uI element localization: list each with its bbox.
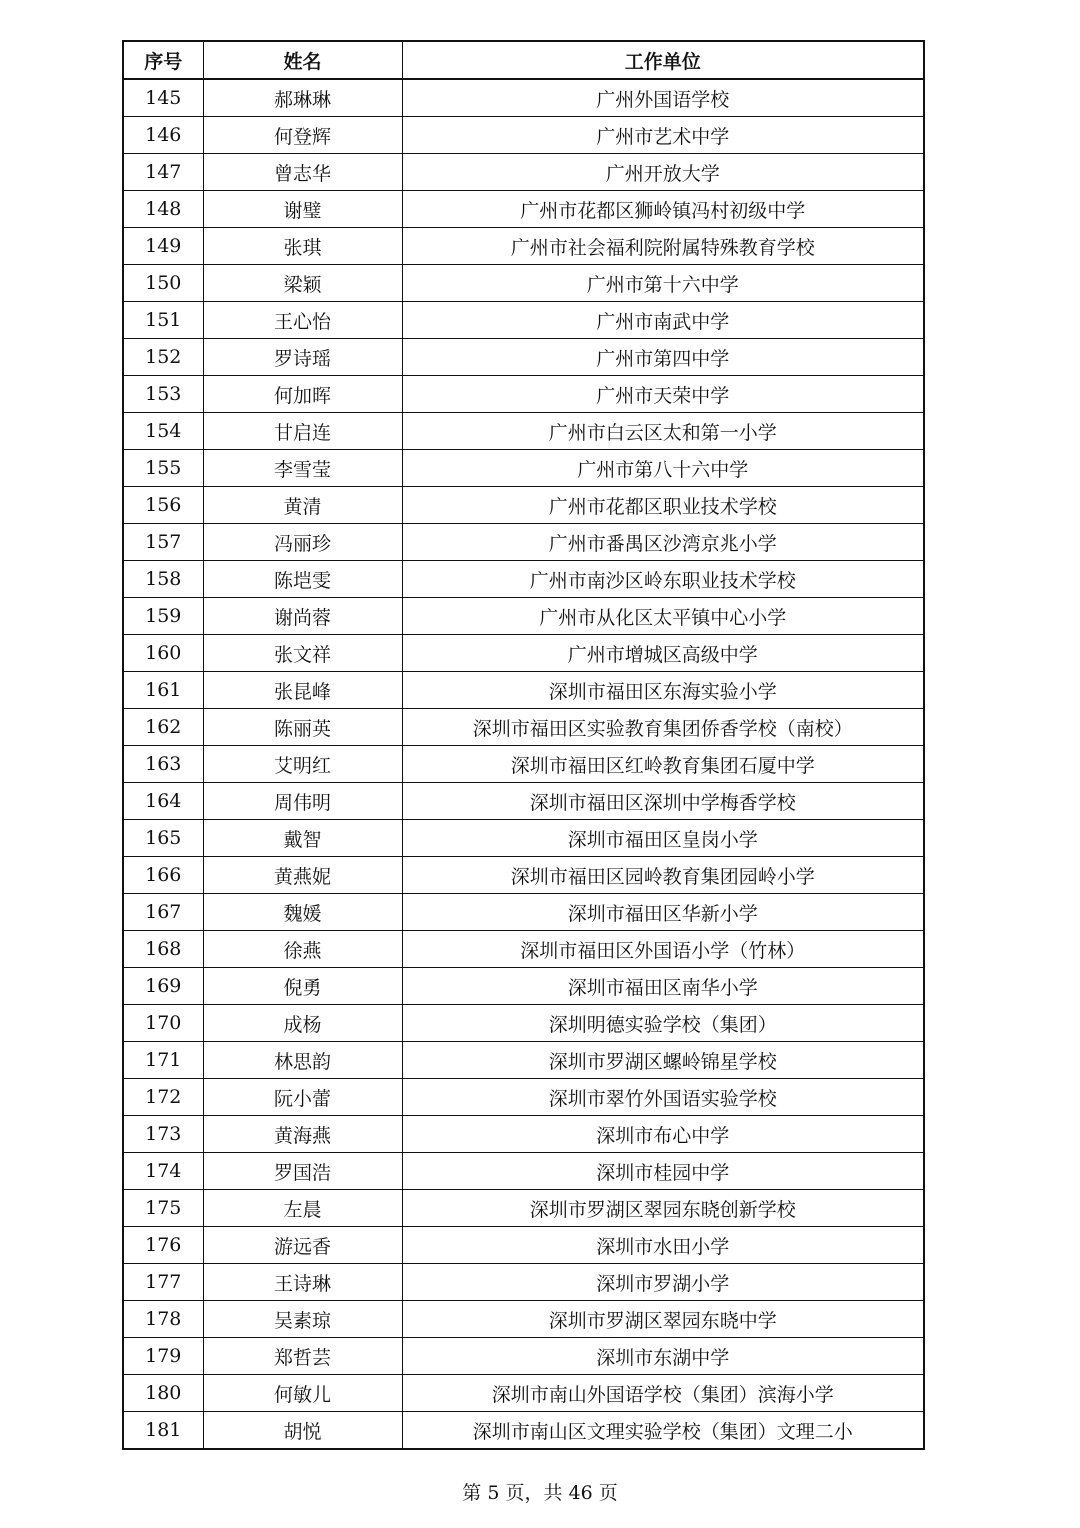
table-row: [123, 635, 924, 672]
cell-serial-number: 157: [123, 524, 203, 561]
cell-work-unit: 广州开放大学: [402, 154, 924, 191]
cell-work-unit: 深圳市福田区深圳中学梅香学校: [402, 783, 924, 820]
cell-serial-number: 179: [123, 1338, 203, 1375]
table-row: [123, 1153, 924, 1190]
table-row: [123, 968, 924, 1005]
cell-work-unit: 深圳市福田区皇岗小学: [402, 820, 924, 857]
table-row: [123, 154, 924, 191]
table-row: [123, 561, 924, 598]
roster-table: [122, 40, 925, 1450]
cell-serial-number: 178: [123, 1301, 203, 1338]
table-row: [123, 376, 924, 413]
table-row: [123, 820, 924, 857]
cell-name: 王心怡: [203, 302, 402, 339]
cell-work-unit: 广州市第八十六中学: [402, 450, 924, 487]
table-row: [123, 79, 924, 117]
cell-work-unit: 广州市番禺区沙湾京兆小学: [402, 524, 924, 561]
cell-work-unit: 深圳市福田区外国语小学（竹林）: [402, 931, 924, 968]
cell-serial-number: 159: [123, 598, 203, 635]
cell-work-unit: 深圳市布心中学: [402, 1116, 924, 1153]
cell-name: 胡悦: [203, 1412, 402, 1450]
cell-serial-number: 175: [123, 1190, 203, 1227]
cell-work-unit: 广州市花都区职业技术学校: [402, 487, 924, 524]
cell-serial-number: 148: [123, 191, 203, 228]
table-row: [123, 894, 924, 931]
cell-name: 倪勇: [203, 968, 402, 1005]
table-row: [123, 487, 924, 524]
table-row: [123, 598, 924, 635]
cell-serial-number: 168: [123, 931, 203, 968]
table-row: [123, 1412, 924, 1450]
cell-serial-number: 173: [123, 1116, 203, 1153]
cell-serial-number: 152: [123, 339, 203, 376]
table-row: [123, 1190, 924, 1227]
cell-work-unit: 广州市花都区狮岭镇冯村初级中学: [402, 191, 924, 228]
cell-name: 左晨: [203, 1190, 402, 1227]
cell-name: 罗诗瑶: [203, 339, 402, 376]
cell-work-unit: 深圳市福田区园岭教育集团园岭小学: [402, 857, 924, 894]
table-row: [123, 1227, 924, 1264]
table-row: [123, 228, 924, 265]
header-serial-number: 序号: [123, 41, 203, 79]
table-row: [123, 1338, 924, 1375]
cell-work-unit: 深圳市翠竹外国语实验学校: [402, 1079, 924, 1116]
cell-work-unit: 深圳明德实验学校（集团）: [402, 1005, 924, 1042]
cell-work-unit: 深圳市桂园中学: [402, 1153, 924, 1190]
header-work-unit: 工作单位: [402, 41, 924, 79]
cell-serial-number: 172: [123, 1079, 203, 1116]
table-row: [123, 783, 924, 820]
page-footer: 第 5 页，共 46 页: [462, 1482, 618, 1504]
cell-work-unit: 深圳市水田小学: [402, 1227, 924, 1264]
cell-work-unit: 深圳市南山外国语学校（集团）滨海小学: [402, 1375, 924, 1412]
table-body: [123, 79, 924, 1449]
table-row: [123, 1116, 924, 1153]
cell-name: 吴素琼: [203, 1301, 402, 1338]
cell-work-unit: 深圳市福田区东海实验小学: [402, 672, 924, 709]
cell-name: 陈垲雯: [203, 561, 402, 598]
cell-serial-number: 171: [123, 1042, 203, 1079]
cell-work-unit: 广州市第十六中学: [402, 265, 924, 302]
cell-name: 周伟明: [203, 783, 402, 820]
cell-name: 游远香: [203, 1227, 402, 1264]
cell-name: 戴智: [203, 820, 402, 857]
cell-serial-number: 176: [123, 1227, 203, 1264]
table-row: [123, 1264, 924, 1301]
table-row: [123, 265, 924, 302]
cell-name: 谢璧: [203, 191, 402, 228]
table-row: [123, 857, 924, 894]
cell-work-unit: 深圳市罗湖区螺岭锦星学校: [402, 1042, 924, 1079]
cell-serial-number: 162: [123, 709, 203, 746]
cell-work-unit: 深圳市福田区红岭教育集团石厦中学: [402, 746, 924, 783]
table-row: [123, 709, 924, 746]
table-row: [123, 1301, 924, 1338]
table-row: [123, 931, 924, 968]
table-header: [123, 41, 924, 79]
cell-serial-number: 161: [123, 672, 203, 709]
cell-work-unit: 广州市社会福利院附属特殊教育学校: [402, 228, 924, 265]
cell-work-unit: 广州市天荣中学: [402, 376, 924, 413]
cell-work-unit: 广州外国语学校: [402, 79, 924, 117]
cell-serial-number: 163: [123, 746, 203, 783]
cell-name: 曾志华: [203, 154, 402, 191]
table-row: [123, 672, 924, 709]
cell-serial-number: 158: [123, 561, 203, 598]
cell-serial-number: 170: [123, 1005, 203, 1042]
cell-work-unit: 广州市艺术中学: [402, 117, 924, 154]
cell-work-unit: 广州市南武中学: [402, 302, 924, 339]
header-row: [123, 41, 924, 79]
cell-serial-number: 167: [123, 894, 203, 931]
cell-name: 张昆峰: [203, 672, 402, 709]
cell-name: 陈丽英: [203, 709, 402, 746]
cell-name: 罗国浩: [203, 1153, 402, 1190]
cell-name: 阮小蕾: [203, 1079, 402, 1116]
cell-serial-number: 166: [123, 857, 203, 894]
cell-name: 李雪莹: [203, 450, 402, 487]
cell-name: 何登辉: [203, 117, 402, 154]
cell-serial-number: 145: [123, 79, 203, 117]
cell-name: 甘启连: [203, 413, 402, 450]
table-row: [123, 1375, 924, 1412]
cell-name: 黄燕妮: [203, 857, 402, 894]
cell-work-unit: 广州市白云区太和第一小学: [402, 413, 924, 450]
header-name: 姓名: [203, 41, 402, 79]
cell-work-unit: 深圳市福田区南华小学: [402, 968, 924, 1005]
cell-serial-number: 177: [123, 1264, 203, 1301]
cell-name: 梁颖: [203, 265, 402, 302]
cell-name: 成杨: [203, 1005, 402, 1042]
cell-work-unit: 深圳市罗湖区翠园东晓中学: [402, 1301, 924, 1338]
table-row: [123, 1042, 924, 1079]
cell-work-unit: 广州市南沙区岭东职业技术学校: [402, 561, 924, 598]
cell-name: 郑哲芸: [203, 1338, 402, 1375]
cell-serial-number: 160: [123, 635, 203, 672]
table-row: [123, 302, 924, 339]
cell-serial-number: 150: [123, 265, 203, 302]
cell-name: 魏媛: [203, 894, 402, 931]
cell-work-unit: 深圳市罗湖小学: [402, 1264, 924, 1301]
cell-serial-number: 156: [123, 487, 203, 524]
table-row: [123, 413, 924, 450]
cell-serial-number: 165: [123, 820, 203, 857]
table-row: [123, 1079, 924, 1116]
cell-name: 郝琳琳: [203, 79, 402, 117]
cell-name: 何敏儿: [203, 1375, 402, 1412]
table-row: [123, 450, 924, 487]
cell-work-unit: 深圳市南山区文理实验学校（集团）文理二小: [402, 1412, 924, 1450]
cell-serial-number: 181: [123, 1412, 203, 1450]
table-row: [123, 1005, 924, 1042]
cell-name: 谢尚蓉: [203, 598, 402, 635]
cell-name: 黄海燕: [203, 1116, 402, 1153]
table-row: [123, 191, 924, 228]
cell-work-unit: 广州市增城区高级中学: [402, 635, 924, 672]
cell-name: 艾明红: [203, 746, 402, 783]
cell-serial-number: 151: [123, 302, 203, 339]
cell-serial-number: 146: [123, 117, 203, 154]
cell-work-unit: 深圳市福田区实验教育集团侨香学校（南校）: [402, 709, 924, 746]
table-row: [123, 117, 924, 154]
cell-serial-number: 169: [123, 968, 203, 1005]
cell-name: 徐燕: [203, 931, 402, 968]
cell-name: 王诗琳: [203, 1264, 402, 1301]
cell-work-unit: 深圳市福田区华新小学: [402, 894, 924, 931]
cell-work-unit: 深圳市罗湖区翠园东晓创新学校: [402, 1190, 924, 1227]
cell-serial-number: 155: [123, 450, 203, 487]
cell-name: 张琪: [203, 228, 402, 265]
cell-serial-number: 153: [123, 376, 203, 413]
cell-name: 张文祥: [203, 635, 402, 672]
cell-serial-number: 180: [123, 1375, 203, 1412]
cell-name: 冯丽珍: [203, 524, 402, 561]
cell-serial-number: 164: [123, 783, 203, 820]
cell-name: 林思韵: [203, 1042, 402, 1079]
cell-work-unit: 广州市从化区太平镇中心小学: [402, 598, 924, 635]
cell-name: 何加晖: [203, 376, 402, 413]
cell-name: 黄清: [203, 487, 402, 524]
table-row: [123, 339, 924, 376]
cell-serial-number: 147: [123, 154, 203, 191]
cell-serial-number: 174: [123, 1153, 203, 1190]
table-row: [123, 524, 924, 561]
cell-serial-number: 149: [123, 228, 203, 265]
cell-work-unit: 深圳市东湖中学: [402, 1338, 924, 1375]
table-row: [123, 746, 924, 783]
cell-serial-number: 154: [123, 413, 203, 450]
cell-work-unit: 广州市第四中学: [402, 339, 924, 376]
